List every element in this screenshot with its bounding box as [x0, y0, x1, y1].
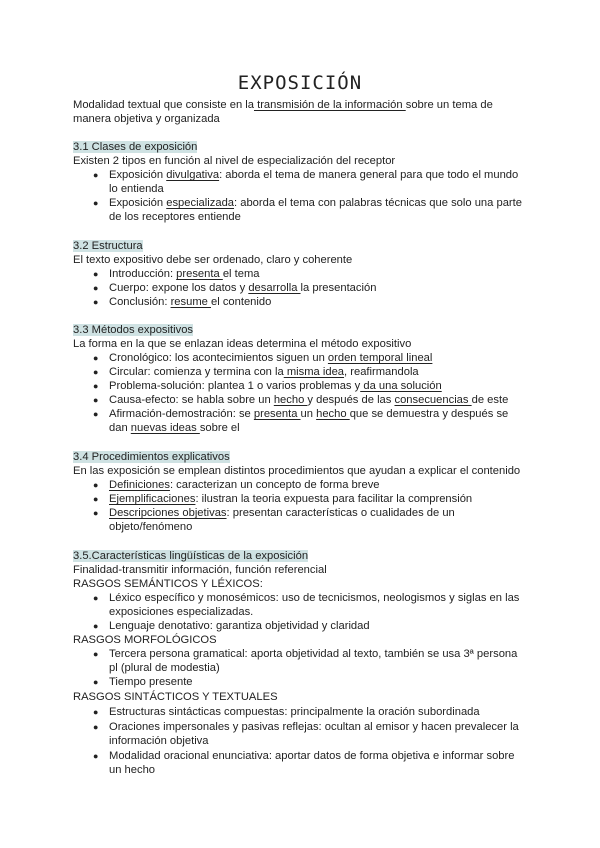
list-item: Oraciones impersonales y pasivas reflejas: ocultan al emisor y hacen prevalecer la	[109, 721, 519, 733]
list-item-cont: de los receptores entiende	[109, 211, 241, 223]
list-item: Circular: comienza y termina con la misma idea, reafirmandola	[109, 366, 419, 378]
bullet-icon: ●	[93, 170, 99, 180]
bullet-icon: ●	[93, 198, 99, 208]
section-heading-3-3	[73, 323, 193, 337]
bullet-icon: ●	[93, 409, 99, 419]
list-item-cont: exposiciones especializadas.	[109, 606, 254, 618]
list-item-cont: objeto/fenómeno	[109, 521, 193, 533]
bullet-icon: ●	[93, 677, 99, 687]
list-item: Lenguaje denotativo: garantiza objetividad y claridad	[109, 620, 370, 632]
section-text-3-3: La forma en la que se enlazan ideas determina el método expositivo	[73, 338, 412, 350]
subheading-syntactic: RASGOS SINTÁCTICOS Y TEXTUALES	[73, 691, 278, 703]
intro-line-1	[73, 98, 493, 112]
section-text-3-1: Existen 2 tipos en función al nivel de especialización del receptor	[73, 155, 396, 167]
intro-underline: transmisión de la información	[253, 99, 406, 111]
list-item: Afirmación-demostración: se presenta un hecho que se demuestra y después se	[109, 408, 509, 420]
bullet-icon: ●	[93, 707, 99, 717]
bullet-icon: ●	[93, 381, 99, 391]
list-item-cont: lo entienda	[109, 183, 164, 195]
section-heading-3-4	[73, 450, 230, 464]
bullet-icon: ●	[93, 722, 99, 732]
list-item: Descripciones objetivas: presentan características o cualidades de un	[109, 507, 455, 519]
list-item: Ejemplificaciones: ilustran la teoria expuesta para facilitar la comprensión	[109, 493, 473, 505]
intro-text-2: sobre un tema de	[405, 99, 493, 111]
bullet-icon: ●	[93, 621, 99, 631]
section-text-3-5: Finalidad-transmitir información, función referencial	[73, 564, 327, 576]
heading-text: 3.5.Características lingüísticas de la exposición	[73, 550, 309, 562]
bullet-icon: ●	[93, 353, 99, 363]
subheading-semantic: RASGOS SEMÁNTICOS Y LÉXICOS:	[73, 578, 263, 590]
subheading-morphological: RASGOS MORFOLÓGICOS	[73, 634, 217, 646]
bullet-icon: ●	[93, 297, 99, 307]
intro-line-2: manera objetiva y organizada	[73, 113, 220, 125]
bullet-icon: ●	[93, 367, 99, 377]
bullet-icon: ●	[93, 283, 99, 293]
list-item-cont: dan nuevas ideas sobre el	[109, 422, 240, 434]
bullet-icon: ●	[93, 494, 99, 504]
list-item: Léxico específico y monosémicos: uso de tecnicismos, neologismos y siglas en las	[109, 592, 520, 604]
list-item: Problema-solución: plantea 1 o varios problemas y da una solución	[109, 380, 442, 392]
list-item: Exposición divulgativa: aborda el tema de manera general para que todo el mundo	[109, 169, 519, 181]
section-heading-3-1	[73, 140, 197, 154]
list-item: Modalidad oracional enunciativa: aportar datos de forma objetiva e informar sobre	[109, 750, 515, 762]
intro-text: Modalidad textual que consiste en la	[73, 99, 254, 111]
list-item-cont: un hecho	[109, 764, 156, 776]
page-title: EXPOSICIÓN	[237, 72, 363, 94]
bullet-icon: ●	[93, 649, 99, 659]
list-item: Causa-efecto: se habla sobre un hecho y después de las consecuencias de este	[109, 394, 509, 406]
list-item: Tercera persona gramatical: aporta objetividad al texto, también se usa 3ª persona	[109, 648, 518, 660]
section-text-3-4: En las exposición se emplean distintos procedimientos que ayudan a explicar el contenido	[73, 465, 521, 477]
list-item-cont: información objetiva	[109, 735, 209, 747]
list-item: Cronológico: los acontecimientos siguen un orden temporal lineal	[109, 352, 433, 364]
bullet-icon: ●	[93, 480, 99, 490]
section-text-3-2: El texto expositivo debe ser ordenado, claro y coherente	[73, 254, 353, 266]
list-item: Tiempo presente	[109, 676, 193, 688]
section-heading-3-5	[73, 549, 308, 563]
heading-text: 3.3 Métodos expositivos	[73, 324, 194, 336]
list-item: Cuerpo: expone los datos y desarrolla la presentación	[109, 282, 377, 294]
bullet-icon: ●	[93, 593, 99, 603]
list-item: Conclusión: resume el contenido	[109, 296, 272, 308]
bullet-icon: ●	[93, 395, 99, 405]
list-item: Exposición especializada: aborda el tema con palabras técnicas que solo una parte	[109, 197, 522, 209]
heading-text: 3.1 Clases de exposición	[73, 141, 198, 153]
section-heading-3-2	[73, 239, 143, 253]
list-item: Introducción: presenta el tema	[109, 268, 260, 280]
list-item: Definiciones: caracterizan un concepto de forma breve	[109, 479, 380, 491]
heading-text: 3.4 Procedimientos explicativos	[73, 451, 230, 463]
list-item-cont: pl (plural de modestia)	[109, 662, 220, 674]
bullet-icon: ●	[93, 269, 99, 279]
bullet-icon: ●	[93, 751, 99, 761]
heading-text: 3.2 Estructura	[73, 240, 143, 252]
bullet-icon: ●	[93, 508, 99, 518]
list-item: Estructuras sintácticas compuestas: principalmente la oración subordinada	[109, 706, 480, 718]
